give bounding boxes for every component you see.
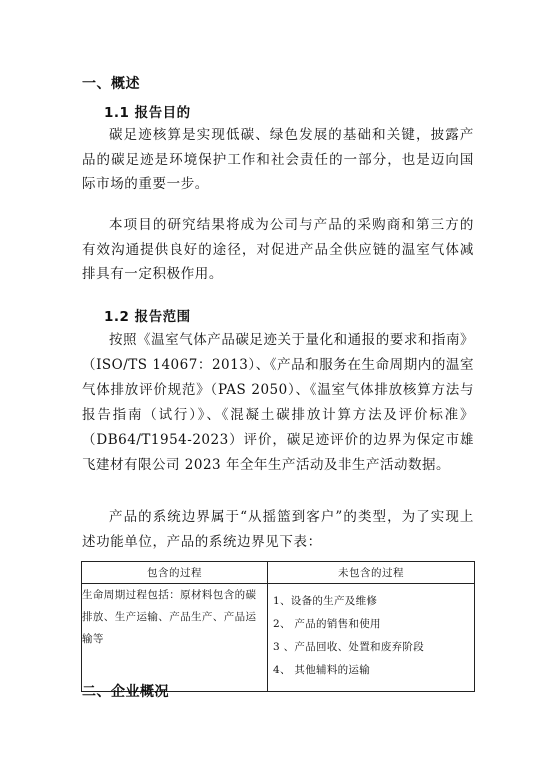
paragraph-carbon-footprint-intro: 碳足迹核算是实现低碳、绿色发展的基础和关键，披露产品的碳足迹是环境保护工作和社会责任的一部分，也是迈向国际市场的重要一步。 xyxy=(82,127,474,192)
paragraph-system-boundary-intro: 产品的系统边界属于“从摇篮到客户”的类型，为了实现上述功能单位，产品的系统边界见下表： xyxy=(82,509,474,550)
list-item: 2、 产品的销售和使用 xyxy=(273,618,381,630)
header-excluded-processes: 未包含的过程 xyxy=(268,562,475,584)
included-processes-cell: 生命周期过程包括：原材料包含的碳排放、生产运输、产品生产、产品运输等 xyxy=(82,584,268,692)
subsection-heading-report-purpose: 1.1 报告目的 xyxy=(104,105,191,121)
excluded-processes-list xyxy=(268,584,474,682)
table-row xyxy=(82,584,475,692)
list-item: 1、设备的生产及维修 xyxy=(273,595,378,607)
system-boundary-table xyxy=(81,561,475,692)
list-item: 3 、产品回收、处置和废弃阶段 xyxy=(273,641,425,653)
section-heading-company-overview: 二、企业概况 xyxy=(82,684,169,700)
excluded-processes-cell xyxy=(268,584,475,692)
table-header-row xyxy=(82,562,475,584)
section-heading-overview: 一、概述 xyxy=(82,76,140,92)
paragraph-project-results: 本项目的研究结果将成为公司与产品的采购商和第三方的有效沟通提供良好的途径，对促进产品全供应链的温室气体减排具有一定积极作用。 xyxy=(82,217,474,282)
header-included-processes: 包含的过程 xyxy=(82,562,268,584)
subsection-heading-report-scope: 1.2 报告范围 xyxy=(104,309,191,325)
list-item: 4、 其他辅料的运输 xyxy=(273,664,371,676)
paragraph-standards-and-boundary: 按照《温室气体产品碳足迹关于量化和通报的要求和指南》（ISO/TS 14067：2013）、《产品和服务在生命周期内的温室气体排放评价规范》（PAS 2050）、《温室气体排放核算方法与报告指南（试行）》、《混凝土碳排放计算方法及评价标准》（DB64/T1954-2023）评价，碳足迹评价的边界为保定市雄飞建材有限公司 2023 年全年生产活动及非生产活动数据。 xyxy=(82,332,474,473)
